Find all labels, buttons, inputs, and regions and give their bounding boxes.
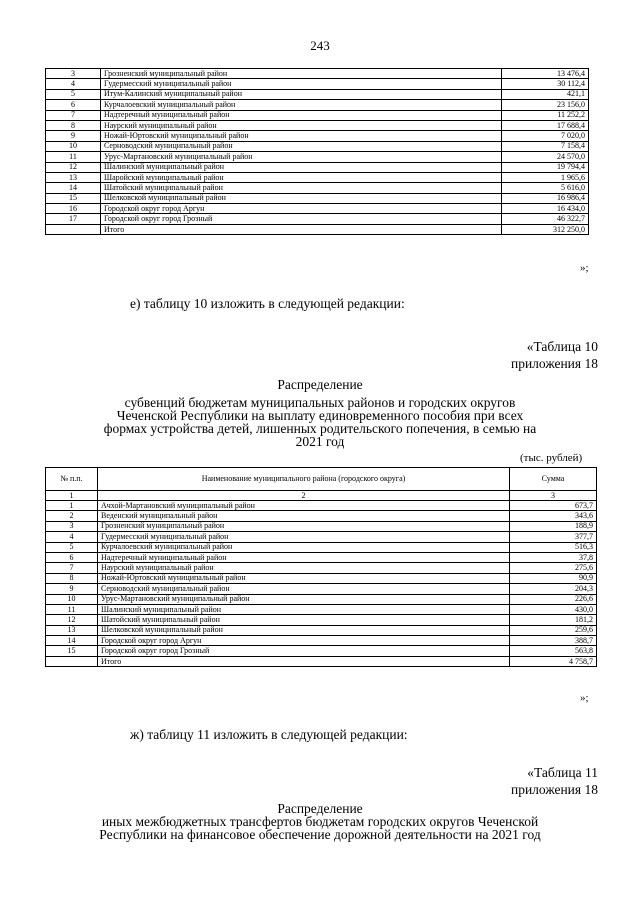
- title-line: Республики на финансовое обеспечение дорожной деятельности на 2021 год: [99, 827, 541, 842]
- row-sum: 37,8: [510, 552, 597, 562]
- row-number: 13: [46, 172, 101, 182]
- row-sum: 343,6: [510, 511, 597, 521]
- row-name: Городской округ город Аргун: [101, 204, 502, 214]
- row-sum: 388,7: [510, 636, 597, 646]
- distribution-table-continued: [45, 68, 589, 235]
- table-row: [46, 193, 589, 203]
- row-sum: 4 758,7: [510, 656, 597, 666]
- row-number: [46, 656, 98, 666]
- row-sum: 5 616,0: [502, 183, 589, 193]
- units-label: (тыс. рублей): [520, 452, 583, 464]
- row-number: 4: [46, 79, 101, 89]
- row-sum: 563,8: [510, 646, 597, 656]
- row-sum: 181,2: [510, 615, 597, 625]
- row-sum: 30 112,4: [502, 79, 589, 89]
- table-row: [46, 625, 597, 635]
- row-name: Гудермесский муниципальный район: [101, 79, 502, 89]
- row-name: Грозненский муниципальный район: [101, 69, 502, 79]
- title-line: Чеченской Республики на выплату единовременного пособия при всех: [116, 408, 524, 423]
- row-number: 3: [46, 69, 101, 79]
- row-name: Шелковской муниципальный район: [101, 193, 502, 203]
- table-row: [46, 89, 589, 99]
- table-close-quote: »;: [580, 262, 589, 274]
- table-close-quote: »;: [580, 692, 589, 704]
- table-row: [46, 69, 589, 79]
- header-number: № п.п.: [46, 468, 98, 491]
- row-name: Веденский муниципальный район: [98, 511, 510, 521]
- row-number: 10: [46, 594, 98, 604]
- table-row: [46, 615, 597, 625]
- row-number: 9: [46, 131, 101, 141]
- row-sum: 312 250,0: [502, 224, 589, 234]
- table-row: [46, 120, 589, 130]
- row-number: [46, 224, 101, 234]
- row-sum: 377,7: [510, 532, 597, 542]
- row-number: 6: [46, 552, 98, 562]
- row-name: Городской округ город Грозный: [101, 214, 502, 224]
- row-name: Шаройский муниципальный район: [101, 172, 502, 182]
- page-number: 243: [310, 38, 330, 53]
- row-number: 8: [46, 120, 101, 130]
- title-line: субвенций бюджетам муниципальных районов и городских округов: [124, 395, 516, 410]
- row-name: Наурский муниципальный район: [98, 563, 510, 573]
- row-name: Серноводский муниципальный район: [98, 584, 510, 594]
- appendix-ref-line: приложения 18: [510, 782, 598, 797]
- row-name: Ножай-Юртовский муниципальный район: [98, 573, 510, 583]
- row-sum: 13 476,4: [502, 69, 589, 79]
- row-sum: 7 158,4: [502, 141, 589, 151]
- row-number: 11: [46, 604, 98, 614]
- row-name: Урус-Мартановский муниципальный район: [98, 594, 510, 604]
- row-number: 7: [46, 563, 98, 573]
- row-name: Городской округ город Аргун: [98, 636, 510, 646]
- table-10: [45, 467, 597, 667]
- row-name: Шалинский муниципальный район: [98, 604, 510, 614]
- table-11-reference: [511, 764, 598, 798]
- row-sum: 188,9: [510, 521, 597, 531]
- table-row: [46, 573, 597, 583]
- table-row: [46, 100, 589, 110]
- table-row: [46, 542, 597, 552]
- title-line: иных межбюджетных трансфертов бюджетам городских округов Чеченской: [101, 814, 539, 829]
- row-number: 16: [46, 204, 101, 214]
- title-line: 2021 год: [295, 434, 345, 449]
- header-sum: Сумма: [510, 468, 597, 491]
- paragraph-zh: ж) таблицу 11 изложить в следующей редакции:: [130, 727, 408, 742]
- row-name: Грозненский муниципальный район: [98, 521, 510, 531]
- row-number: 12: [46, 162, 101, 172]
- row-number: 9: [46, 584, 98, 594]
- row-number: 12: [46, 615, 98, 625]
- table-ref-line: «Таблица 11: [527, 765, 598, 780]
- row-number: 10: [46, 141, 101, 151]
- table-row: [46, 141, 589, 151]
- table-row: [46, 501, 597, 511]
- row-name: Курчалоевский муниципальный район: [101, 100, 502, 110]
- row-name: Итого: [101, 224, 502, 234]
- row-name: Шелковской муниципальный район: [98, 625, 510, 635]
- column-number: 1: [46, 491, 98, 501]
- row-sum: 1 965,6: [502, 172, 589, 182]
- table-row: [46, 110, 589, 120]
- row-sum: 17 688,4: [502, 120, 589, 130]
- row-sum: 516,3: [510, 542, 597, 552]
- row-sum: 16 986,4: [502, 193, 589, 203]
- row-number: 1: [46, 501, 98, 511]
- distribution-heading: Распределение: [277, 377, 363, 392]
- table-row: [46, 646, 597, 656]
- row-name: Шалинский муниципальный район: [101, 162, 502, 172]
- row-number: 11: [46, 152, 101, 162]
- table-row: [46, 594, 597, 604]
- paragraph-e: е) таблицу 10 изложить в следующей редакции:: [130, 296, 405, 311]
- table-row: [46, 204, 589, 214]
- row-sum: 19 794,4: [502, 162, 589, 172]
- row-number: 7: [46, 110, 101, 120]
- table-row: [46, 563, 597, 573]
- row-name: Ачхой-Мартановский муниципальный район: [98, 501, 510, 511]
- row-name: Итого: [98, 656, 510, 666]
- table-row: [46, 79, 589, 89]
- row-sum: 23 156,0: [502, 100, 589, 110]
- row-sum: 16 434,0: [502, 204, 589, 214]
- row-name: Ножай-Юртовский муниципальный район: [101, 131, 502, 141]
- row-sum: 46 322,7: [502, 214, 589, 224]
- table-row: [46, 172, 589, 182]
- distribution-heading: Распределение: [277, 801, 363, 816]
- row-sum: 24 570,0: [502, 152, 589, 162]
- row-sum: 430,0: [510, 604, 597, 614]
- row-name: Надтеречный муниципальный район: [98, 552, 510, 562]
- row-number: 4: [46, 532, 98, 542]
- row-sum: 204,3: [510, 584, 597, 594]
- table-row: [46, 183, 589, 193]
- table-row: [46, 584, 597, 594]
- row-name: Шатойский муниципальный район: [98, 615, 510, 625]
- title-line: формах устройства детей, лишенных родительского попечения, в семью на: [103, 421, 537, 436]
- row-number: 14: [46, 636, 98, 646]
- row-sum: 275,6: [510, 563, 597, 573]
- row-name: Городской округ город Грозный: [98, 646, 510, 656]
- table-row: [46, 532, 597, 542]
- row-name: Курчалоевский муниципальный район: [98, 542, 510, 552]
- row-sum: 7 020,0: [502, 131, 589, 141]
- table-row: [46, 521, 597, 531]
- row-sum: 259,6: [510, 625, 597, 635]
- table-row: [46, 656, 597, 666]
- row-number: 13: [46, 625, 98, 635]
- table-row: [46, 214, 589, 224]
- table-row: [46, 604, 597, 614]
- table-row: [46, 152, 589, 162]
- column-number: 2: [98, 491, 510, 501]
- table-ref-line: «Таблица 10: [526, 339, 598, 354]
- row-number: 8: [46, 573, 98, 583]
- row-name: Урус-Мартановский муниципальный район: [101, 152, 502, 162]
- row-sum: 421,1: [502, 89, 589, 99]
- row-name: Шатойский муниципальный район: [101, 183, 502, 193]
- row-name: Гудермесский муниципальный район: [98, 532, 510, 542]
- row-name: Надтеречный муниципальный район: [101, 110, 502, 120]
- row-name: Наурский муниципальный район: [101, 120, 502, 130]
- table-11-title: [30, 802, 610, 841]
- row-number: 5: [46, 542, 98, 552]
- row-number: 15: [46, 193, 101, 203]
- table-row: [46, 162, 589, 172]
- row-name: Итум-Калинский муниципальный район: [101, 89, 502, 99]
- header-name: Наименование муниципального района (городского округа): [98, 468, 510, 491]
- row-number: 14: [46, 183, 101, 193]
- table-row: [46, 636, 597, 646]
- table-10-reference: [511, 338, 598, 372]
- row-number: 2: [46, 511, 98, 521]
- row-name: Серноводский муниципальный район: [101, 141, 502, 151]
- row-number: 5: [46, 89, 101, 99]
- row-sum: 673,7: [510, 501, 597, 511]
- row-number: 17: [46, 214, 101, 224]
- row-sum: 90,9: [510, 573, 597, 583]
- row-sum: 226,6: [510, 594, 597, 604]
- row-sum: 11 252,2: [502, 110, 589, 120]
- row-number: 3: [46, 521, 98, 531]
- column-number: 3: [510, 491, 597, 501]
- table-row: [46, 552, 597, 562]
- row-number: 15: [46, 646, 98, 656]
- table-row: [46, 131, 589, 141]
- row-number: 6: [46, 100, 101, 110]
- appendix-ref-line: приложения 18: [510, 356, 598, 371]
- table-row: [46, 224, 589, 234]
- table-row: [46, 511, 597, 521]
- table-10-title: [40, 378, 600, 448]
